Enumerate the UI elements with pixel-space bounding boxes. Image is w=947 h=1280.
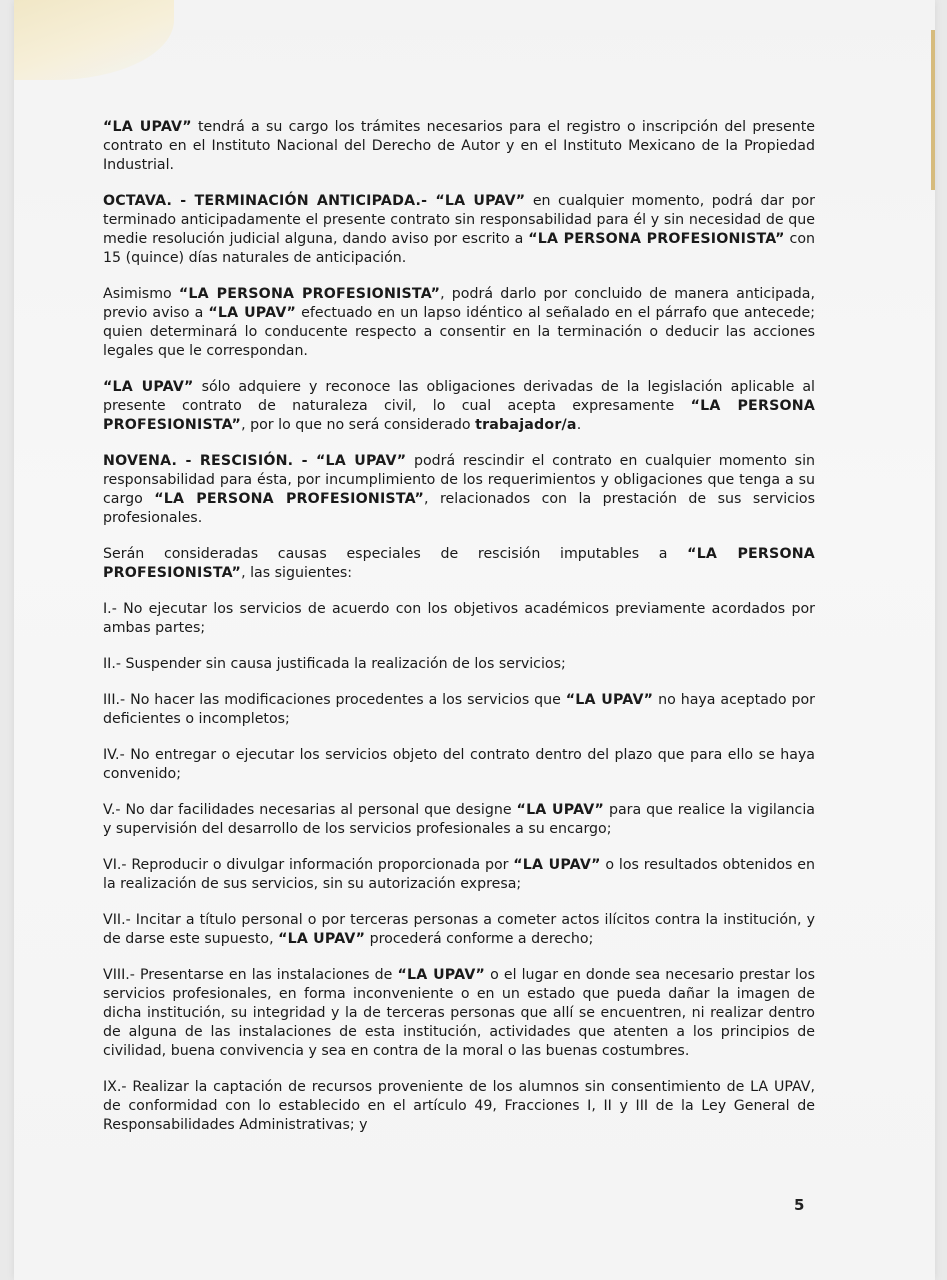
text-run: VI.- Reproducir o divulgar información proporcionada por — [103, 857, 514, 873]
paragraph — [103, 545, 815, 583]
text-run: no haya aceptado por deficientes o incompletos; — [103, 692, 816, 727]
document-body — [103, 118, 815, 1152]
text-run: podrá rescindir el contrato en cualquier momento sin responsabilidad para ésta, por incumplimiento de los requerimientos y obligaciones que tenga a su cargo — [103, 453, 816, 507]
text-run: , las siguientes: — [241, 565, 353, 581]
text-run: VII.- Incitar a título personal o por terceras personas a cometer actos ilícitos contra la institución, y de darse este supuesto, — [103, 912, 815, 947]
bold-text-run: “LA PERSONA PROFESIONISTA” — [528, 231, 785, 247]
paragraph — [103, 118, 815, 175]
text-run: V.- No dar facilidades necesarias al personal que designe — [103, 802, 517, 818]
bold-text-run: NOVENA. - RESCISIÓN. - “LA UPAV” — [103, 453, 407, 469]
paragraph — [103, 452, 815, 528]
bold-text-run: “LA UPAV” — [397, 967, 486, 983]
text-run: o los resultados obtenidos en la realización de sus servicios, sin su autorización expresa; — [103, 857, 815, 892]
page-edge-stain — [931, 30, 935, 190]
paragraph — [103, 911, 815, 949]
bold-text-run: OCTAVA. - TERMINACIÓN ANTICIPADA.- “LA UPAV” — [103, 193, 526, 209]
text-run: IX.- Realizar la captación de recursos proveniente de los alumnos sin consentimiento de LA UPAV, de conformidad con lo establecido en el artículo 49, Fracciones I, II y III de la Ley General de Responsabilidades Administrativas; y — [103, 1079, 815, 1133]
bold-text-run: “LA UPAV” — [103, 119, 192, 135]
paragraph — [103, 746, 815, 784]
text-run: I.- No ejecutar los servicios de acuerdo con los objetivos académicos previamente acordados por ambas partes; — [103, 601, 815, 636]
page-number: 5 — [794, 1196, 805, 1214]
paragraph — [103, 600, 815, 638]
text-run: II.- Suspender sin causa justificada la realización de los servicios; — [103, 656, 566, 672]
text-run: sólo adquiere y reconoce las obligaciones derivadas de la legislación aplicable al presente contrato de naturaleza civil, lo cual acepta expresamente — [103, 379, 815, 414]
bold-text-run: “LA UPAV” — [278, 931, 366, 947]
paragraph — [103, 966, 815, 1061]
bold-text-run: “LA PERSONA PROFESIONISTA” — [103, 398, 815, 433]
text-run: efectuado en un lapso idéntico al señalado en el párrafo que antecede; quien determinará lo conducente respecto a consentir en la terminación o deducir las acciones legales que le correspondan. — [103, 305, 815, 359]
bold-text-run: “LA PERSONA PROFESIONISTA” — [103, 546, 815, 581]
paragraph — [103, 285, 815, 361]
bold-text-run: “LA UPAV” — [208, 305, 297, 321]
text-run: III.- No hacer las modificaciones procedentes a los servicios que — [103, 692, 566, 708]
text-run: procederá conforme a derecho; — [365, 931, 594, 947]
text-run: Asimismo — [103, 286, 179, 302]
text-run: en cualquier momento, podrá dar por terminado anticipadamente el presente contrato sin responsabilidad para él y sin necesidad de que medie resolución judicial alguna, dando aviso por escrito a — [103, 193, 815, 247]
paragraph — [103, 655, 815, 674]
text-run: . — [576, 417, 582, 433]
bold-text-run: “LA PERSONA PROFESIONISTA” — [178, 286, 441, 302]
text-run: IV.- No entregar o ejecutar los servicios objeto del contrato dentro del plazo que para ello se haya convenido; — [103, 747, 815, 782]
text-run: o el lugar en donde sea necesario prestar los servicios profesionales, en forma inconveniente o en un estado que pueda dañar la imagen de dicha institución, su integridad y la de terceras personas que allí se encuentren, ni realizar dentro de alguna de las instalaciones de esta institución, actividades que atenten a los principios de civilidad, buena convivencia y sea en contra de la moral o las buenas costumbres. — [103, 967, 815, 1059]
bold-text-run: “LA UPAV” — [565, 692, 654, 708]
text-run: VIII.- Presentarse en las instalaciones de — [103, 967, 398, 983]
text-run: , relacionados con la prestación de sus servicios profesionales. — [103, 491, 815, 526]
text-run: Serán consideradas causas especiales de rescisión imputables a — [103, 546, 688, 562]
text-run: para que realice la vigilancia y supervisión del desarrollo de los servicios profesionales a su encargo; — [103, 802, 815, 837]
bold-text-run: “LA UPAV” — [516, 802, 604, 818]
bold-text-run: “LA UPAV” — [513, 857, 601, 873]
text-run: , por lo que no será considerado — [241, 417, 476, 433]
document-page — [14, 0, 935, 1280]
paragraph — [103, 1078, 815, 1135]
paragraph — [103, 192, 815, 268]
paragraph — [103, 691, 815, 729]
bold-text-run: trabajador/a — [475, 417, 577, 433]
text-run: con 15 (quince) días naturales de anticipación. — [103, 231, 816, 266]
bold-text-run: “LA UPAV” — [103, 379, 194, 395]
paragraph — [103, 801, 815, 839]
page-fold-shadow — [14, 0, 174, 80]
bold-text-run: “LA PERSONA PROFESIONISTA” — [154, 491, 425, 507]
paragraph — [103, 856, 815, 894]
text-run: tendrá a su cargo los trámites necesarios para el registro o inscripción del presente contrato en el Instituto Nacional del Derecho de Autor y en el Instituto Mexicano de la Propiedad Industrial. — [103, 119, 815, 173]
paragraph — [103, 378, 815, 435]
text-run: , podrá darlo por concluido de manera anticipada, previo aviso a — [103, 286, 815, 321]
